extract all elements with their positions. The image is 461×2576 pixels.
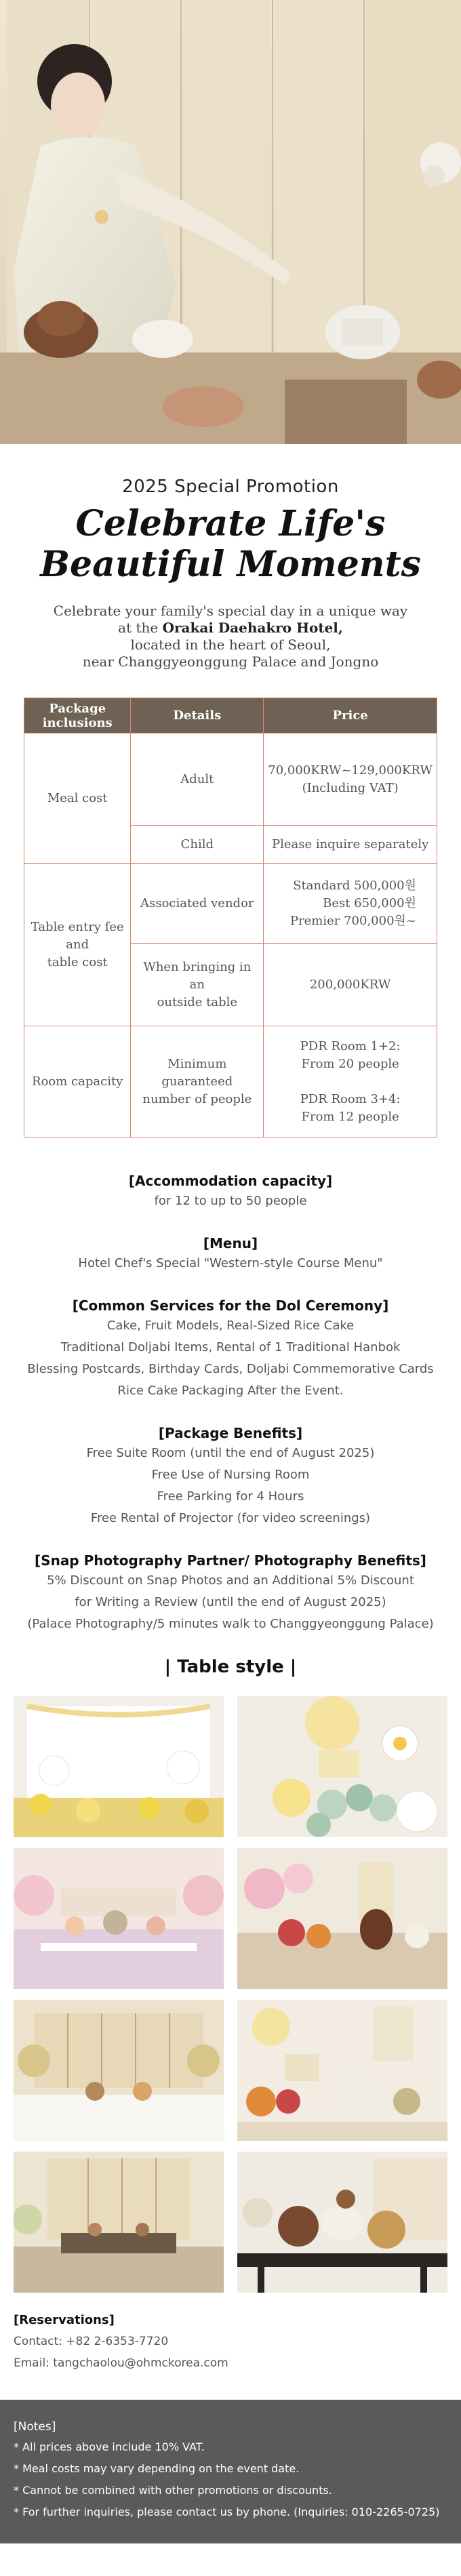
table-style-gallery (14, 1696, 447, 2293)
table-row (24, 864, 437, 944)
section-line: for Writing a Review (until the end of August 2025) (75, 1595, 386, 1609)
section-line: (Palace Photography/5 minutes walk to Changgyeonggung Palace) (27, 1617, 434, 1631)
promo-title-line1: Celebrate Life's (75, 503, 386, 544)
cell-child: Child (131, 826, 264, 864)
header-details: Details (131, 698, 264, 733)
package-table (24, 698, 437, 1138)
section-line: Cake, Fruit Models, Real-Sized Rice Cake (106, 1319, 355, 1333)
outside-line2: outside table (157, 994, 238, 1009)
reservation-contact[interactable]: Contact: +82 2-6353-7720 (14, 2335, 169, 2348)
intro-line-1: Celebrate your family's special day in a unique way (53, 603, 408, 619)
cell-adult: Adult (131, 733, 264, 826)
note-line: * Cannot be combined with other promotions or discounts. (14, 2484, 332, 2497)
cell-vendor: Associated vendor (131, 864, 264, 944)
cell-pdr-rooms (264, 1026, 437, 1138)
section-line: Free Use of Nursing Room (151, 1468, 310, 1482)
note-line: * Meal costs may vary depending on the event date. (14, 2462, 300, 2475)
header-package-inclusions: Package inclusions (24, 698, 131, 733)
gallery-photo (14, 2152, 224, 2293)
vendor-standard: Standard 500,000원 (293, 878, 416, 893)
table-fee-line1: Table entry fee and (31, 919, 124, 952)
notes-heading: [Notes] (14, 2420, 56, 2434)
intro-line-3: located in the heart of Seoul, (130, 637, 331, 653)
section-heading: [Accommodation capacity] (128, 1173, 333, 1189)
vendor-premier: Premier 700,000원~ (289, 913, 416, 928)
section-line: Free Rental of Projector (for video screenings) (90, 1511, 371, 1525)
reservation-heading: [Reservations] (14, 2313, 115, 2327)
cell-child-price: Please inquire separately (264, 826, 437, 864)
table-row (24, 1026, 437, 1138)
section-line: Rice Cake Packaging After the Event. (117, 1384, 344, 1398)
section-heading: [Snap Photography Partner/ Photography Benefits] (35, 1552, 426, 1569)
hero-photo (0, 0, 461, 444)
section-line: Free Suite Room (until the end of August 2025) (86, 1446, 375, 1460)
section-common-services (0, 1296, 461, 1402)
note-line: * For further inquiries, please contact us by phone. (Inquiries: 010-2265-0725) (14, 2505, 440, 2518)
pdr1-label: PDR Room 1+2: (300, 1039, 401, 1053)
intro-description (27, 603, 434, 670)
pdr1-value: From 20 people (301, 1056, 399, 1071)
section-line: Hotel Chef's Special "Western-style Course Menu" (78, 1256, 383, 1270)
cell-meal-cost: Meal cost (24, 733, 131, 864)
outside-line1: When bringing in an (143, 959, 252, 992)
section-line: Blessing Postcards, Birthday Cards, Doljabi Commemorative Cards (27, 1362, 434, 1376)
gallery-photo (14, 1848, 224, 1989)
hero-illustration (0, 0, 461, 444)
section-line: for 12 to up to 50 people (154, 1194, 307, 1208)
info-sections (0, 1171, 461, 1635)
gallery-photo (14, 2000, 224, 2141)
table-row (24, 733, 437, 826)
cell-table-fee (24, 864, 131, 1026)
promo-subtitle: 2025 Special Promotion (122, 477, 339, 497)
adult-price-vat: (Including VAT) (302, 780, 399, 795)
vendor-best: Best 650,000원 (323, 895, 416, 910)
section-package-benefits (0, 1424, 461, 1529)
note-line: * All prices above include 10% VAT. (14, 2440, 205, 2453)
cell-min-guaranteed (131, 1026, 264, 1138)
header-price: Price (264, 698, 437, 733)
section-heading: [Common Services for the Dol Ceremony] (72, 1297, 389, 1314)
section-heading: [Menu] (203, 1235, 258, 1251)
hotel-name: Orakai Daehakro Hotel, (162, 620, 343, 636)
pdr2-label: PDR Room 3+4: (300, 1091, 401, 1106)
table-header-row (24, 698, 437, 733)
table-style-heading: | Table style | (164, 1657, 297, 1677)
notes-section (0, 2400, 461, 2543)
cell-outside-price: 200,000KRW (264, 944, 437, 1026)
section-menu (0, 1234, 461, 1274)
promo-title-line2: Beautiful Moments (40, 544, 421, 585)
intro-line-4: near Changgyeonggung Palace and Jongno (82, 653, 379, 670)
reservation-section (14, 2310, 447, 2374)
pdr2-value: From 12 people (301, 1109, 399, 1124)
section-line: 5% Discount on Snap Photos and an Additional 5% Discount (47, 1573, 414, 1588)
min-line2: number of people (142, 1091, 252, 1106)
cell-vendor-price (264, 864, 437, 944)
gallery-photo (237, 1696, 447, 1837)
cell-outside-table (131, 944, 264, 1026)
section-snap-photography (0, 1551, 461, 1635)
cell-room-capacity: Room capacity (24, 1026, 131, 1138)
intro-section (0, 444, 461, 677)
intro-line-2 (27, 620, 434, 637)
gallery-photo (14, 1696, 224, 1837)
intro-line-2-text: at the (118, 620, 163, 636)
section-line: Free Parking for 4 Hours (157, 1489, 304, 1504)
section-accommodation (0, 1171, 461, 1212)
cell-adult-price (264, 733, 437, 826)
adult-price-range: 70,000KRW~129,000KRW (268, 763, 433, 778)
gallery-photo (237, 1848, 447, 1989)
gallery-photo (237, 2000, 447, 2141)
section-heading: [Package Benefits] (158, 1425, 303, 1441)
reservation-email[interactable]: Email: tangchaolou@ohmckorea.com (14, 2356, 228, 2370)
section-line: Traditional Doljabi Items, Rental of 1 Traditional Hanbok (60, 1340, 401, 1354)
promo-title (27, 504, 434, 585)
gallery-photo (237, 2152, 447, 2293)
min-line1: Minimum guaranteed (161, 1056, 233, 1089)
table-fee-line2: table cost (47, 954, 108, 969)
